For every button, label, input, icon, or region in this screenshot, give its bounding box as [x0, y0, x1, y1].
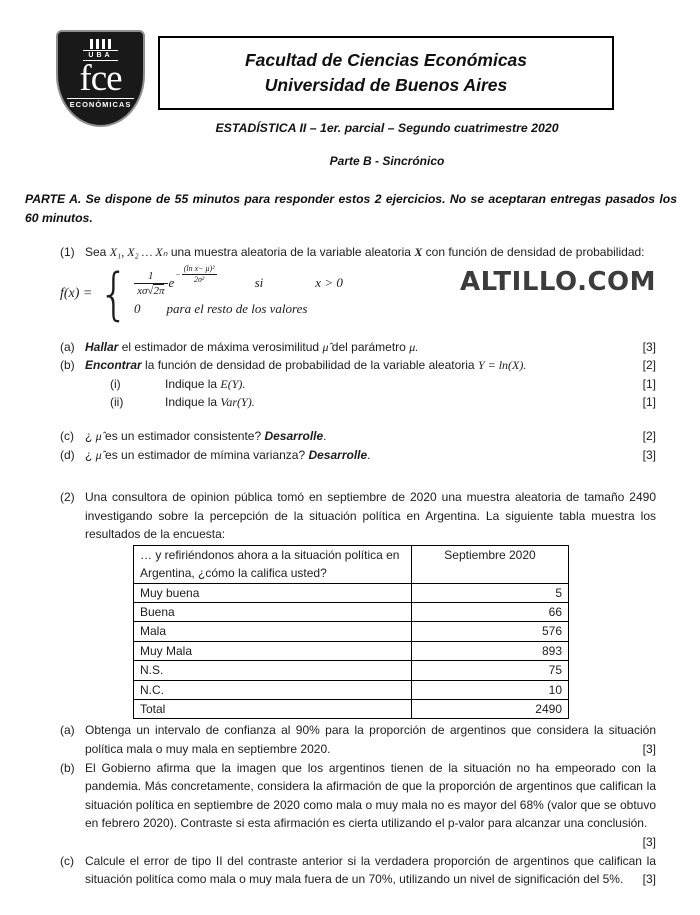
institution-name-line2: Universidad de Buenos Aires: [264, 75, 508, 95]
item-bii-label: (ii): [110, 395, 124, 410]
survey-table-wrapper: [133, 545, 656, 720]
row-value: 66: [412, 603, 569, 622]
q2-item-c: [60, 852, 656, 889]
row-value: 893: [412, 641, 569, 660]
exam-part-title: Parte B - Sincrónico: [329, 154, 445, 168]
row-label: Muy Mala: [134, 641, 412, 660]
math-mu-hat: μ̂: [95, 428, 102, 443]
table-row: [134, 583, 569, 602]
table-header-row: [134, 545, 569, 583]
institution-title-box: [158, 36, 614, 110]
table-row: [134, 622, 569, 641]
formula-fx: f(x) =: [60, 286, 93, 302]
question-1-number: (1): [60, 245, 75, 259]
sqrt-icon: √: [147, 285, 154, 298]
row-value: 576: [412, 622, 569, 641]
logo-uba-text: UBA: [83, 50, 117, 61]
math-mu-hat: μ̂: [95, 447, 102, 462]
item-d-label: (d): [60, 447, 75, 462]
question-1-text: Sea X₁, X₂ … Xₙ una muestra aleatoria de la variable aleatoria X con función de densidad de probabilidad:: [85, 245, 645, 259]
row-label: Muy buena: [134, 583, 412, 602]
math-sample-vars: X₁, X₂ … Xₙ: [109, 245, 168, 259]
item-b-text: El Gobierno afirma que la imagen que los argentinos tienen de la situación no ha empeorado con la pandemia. Más concretamente, considera la afirmación de que la proporción de argentinos que califican la situación política en septiembre de 2020 como mala o muy mala no es mayor del 68% (valor que se obtuvo en febrero 2020). Contraste si esta afirmación es cierta utilizando el p-valor para alcanzar una conclusión. [3]: [85, 759, 656, 852]
table-row-total: [134, 700, 569, 719]
math-mu-hat: μ̂: [322, 339, 329, 354]
row-value: 75: [412, 661, 569, 680]
formula-case-positive: [134, 264, 343, 300]
formula-case-zero: 0 para el resto de los valores: [134, 300, 308, 316]
points-badge: [2]: [642, 428, 656, 443]
item-bii-text: [1] Indique la Var(Y).: [165, 393, 656, 412]
math-variance: Var(Y).: [220, 395, 255, 410]
item-b-text: [2] Encontrar la función de densidad de probabilidad de la variable aleatoria Y = ln(X).: [85, 356, 656, 375]
row-label: Mala: [134, 622, 412, 641]
item-c-label: (c): [60, 428, 74, 443]
q1-item-b-i: [110, 375, 656, 394]
points-badge: [3]: [642, 447, 656, 462]
row-value: 2490: [412, 700, 569, 719]
euler-e: e: [168, 275, 175, 291]
question-1-statement: [60, 243, 656, 262]
q2-item-b: [60, 759, 656, 852]
points-badge: [2]: [642, 358, 656, 373]
question-2-text: Una consultora de opinion pública tomó en septiembre de 2020 una muestra aleatoria de tamaño 2490 investigando sobre la percepción de la situación política en Argentina. La siguiente tabla muestra los resultados de la encuesta:: [85, 490, 656, 542]
item-c-label: (c): [60, 853, 74, 868]
row-label: N.S.: [134, 661, 412, 680]
q2-item-a: [60, 721, 656, 758]
logo-fce-text: fce: [79, 58, 122, 99]
question-2-statement: [60, 488, 656, 544]
item-c-text: Calcule el error de tipo II del contraste anterior si la verdadera proporción de argentinos que califican la situación politíca como mala o muy mala fuera de un 70%, utilizando un nivel de significación del 5%. [3]: [85, 852, 656, 889]
item-a-text: Obtenga un intervalo de confianza al 90% para la proporción de argentinos que considera la situación política mala o muy mala en septiembre 2020. [3]: [85, 721, 656, 758]
q1-item-b: [60, 356, 656, 375]
table-row: [134, 661, 569, 680]
row-value: 10: [412, 680, 569, 699]
cases-brace: {: [99, 261, 130, 327]
item-bi-text: [1] Indique la E(Y).: [165, 375, 656, 394]
item-b-label: (b): [60, 358, 75, 373]
math-variable-x: X: [414, 245, 423, 259]
table-row: [134, 641, 569, 660]
item-a-text: [3] Hallar el estimador de máxima verosimilitud μ̂ del parámetro μ.: [85, 338, 656, 357]
table-row: [134, 680, 569, 699]
points-badge: [1]: [642, 376, 656, 391]
question-2: [60, 488, 656, 889]
points-badge: [3]: [642, 835, 656, 849]
points-badge: [3]: [642, 872, 656, 887]
question-2-number: (2): [60, 490, 75, 504]
row-label: Buena: [134, 603, 412, 622]
points-badge: [3]: [642, 339, 656, 354]
item-d-text: [3] ¿ μ̂ es un estimador de mímina varianza? Desarrolle.: [85, 446, 656, 465]
university-shield-logo: [56, 30, 145, 127]
points-badge: [3]: [642, 742, 656, 757]
item-c-text: [2] ¿ μ̂ es un estimador consistente? Desarrolle.: [85, 427, 656, 446]
altillo-watermark: ALTILLO.COM: [460, 266, 656, 297]
math-mu: μ.: [409, 339, 419, 354]
q1-item-b-ii: [110, 393, 656, 412]
institution-name-line1: Facultad de Ciencias Económicas: [244, 50, 528, 70]
math-y-lnx: Y = ln(X).: [477, 358, 527, 373]
row-value: 5: [412, 583, 569, 602]
math-expectation: E(Y).: [220, 376, 246, 391]
formula-cases: [134, 264, 343, 322]
row-label: N.C.: [134, 680, 412, 699]
item-bi-label: (i): [110, 376, 121, 391]
survey-results-table: [133, 545, 569, 720]
table-row: [134, 603, 569, 622]
q1-item-a: [60, 338, 656, 357]
exam-instructions: PARTE A. Se dispone de 55 minutos para responder estos 2 ejercicios. No se aceptaran entregas pasados los 60 minutos.: [25, 192, 677, 225]
item-a-label: (a): [60, 723, 75, 738]
table-header-question: … y refiriéndonos ahora a la situación política en Argentina, ¿cómo la califica usted?: [134, 545, 412, 583]
density-formula-block: [60, 261, 656, 329]
points-badge: [1]: [642, 395, 656, 410]
table-header-period: Septiembre 2020: [412, 545, 569, 583]
fraction-term: $\frac{1}{x\sigma√2\pi}$: [134, 270, 168, 297]
condition-domain: x > 0: [315, 275, 343, 291]
q1-item-d: [60, 446, 656, 465]
row-label: Total: [134, 700, 412, 719]
question-1: [60, 243, 656, 464]
exponent-fraction: − $\frac{\text{(ln x− μ)²}}{\text{2σ²}}$: [175, 264, 215, 285]
item-a-label: (a): [60, 339, 75, 354]
course-title: ESTADÍSTICA II – 1er. parcial – Segundo cuatrimestre 2020: [215, 121, 559, 135]
condition-si: si: [254, 275, 264, 291]
fraction-denominator: xσ√2π: [137, 285, 165, 298]
logo-economicas-text: ECONÓMICAS: [67, 98, 135, 109]
item-b-label: (b): [60, 760, 75, 775]
columns-icon: [90, 39, 111, 49]
q1-item-c: [60, 427, 656, 446]
